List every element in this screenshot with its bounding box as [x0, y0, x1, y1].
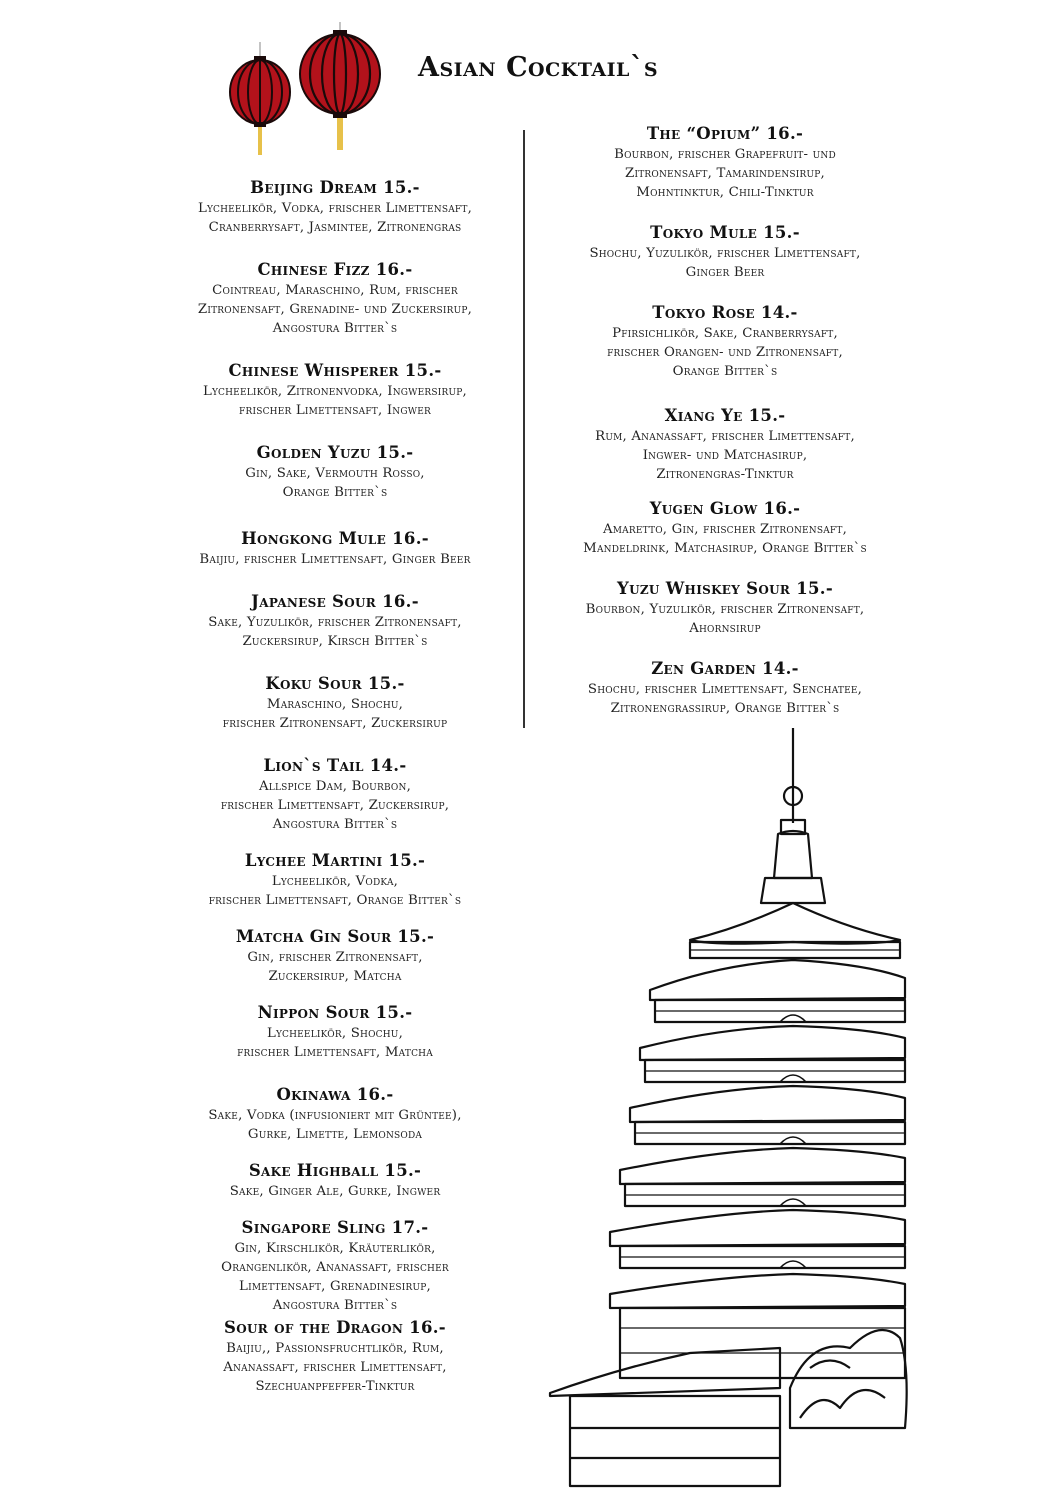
cocktail-ingredients: Cointreau, Maraschino, Rum, frischer Zitronensaft, Grenadine- und Zuckersirup, Angostura Bitter`s: [197, 283, 473, 336]
menu-item: [535, 658, 915, 718]
cocktail-name: The “Opium” 16.-: [646, 124, 804, 143]
menu-item: [535, 222, 915, 282]
cocktail-ingredients: Sake, Ginger Ale, Gurke, Ingwer: [229, 1184, 441, 1199]
cocktail-name: Beijing Dream 15.-: [250, 178, 420, 197]
cocktail-name: Yugen Glow 16.-: [649, 499, 801, 518]
cocktail-name: Nippon Sour 15.-: [257, 1003, 413, 1022]
cocktail-name: Singapore Sling 17.-: [241, 1218, 429, 1237]
cocktail-name: Hongkong Mule 16.-: [241, 529, 429, 548]
cocktail-ingredients: Gin, Kirschlikör, Kräuterlikör, Orangenlikör, Ananassaft, frischer Limettensaft, Grenadinesirup, Angostura Bitter`s: [221, 1241, 449, 1313]
cocktail-ingredients: Shochu, frischer Limettensaft, Senchatee, Zitronengrassirup, Orange Bitter`s: [587, 682, 863, 716]
menu-item: [150, 673, 520, 733]
cocktail-ingredients: Bourbon, Yuzulikör, frischer Zitronensaft, Ahornsirup: [585, 602, 865, 636]
menu-item: [150, 1317, 520, 1396]
cocktail-name: Golden Yuzu 15.-: [256, 443, 414, 462]
cocktail-name: Sake Highball 15.-: [248, 1161, 422, 1180]
column-divider: [523, 130, 525, 728]
cocktail-ingredients: Lycheelikör, Vodka, frischer Limettensaft, Orange Bitter`s: [208, 874, 462, 908]
cocktail-ingredients: Rum, Ananassaft, frischer Limettensaft, Ingwer- und Matchasirup, Zitronengras-Tinktur: [595, 429, 855, 482]
menu-item: [150, 259, 520, 338]
cocktail-name: Chinese Fizz 16.-: [257, 260, 413, 279]
menu-item: [150, 926, 520, 986]
cocktail-name: Matcha Gin Sour 15.-: [235, 927, 435, 946]
cocktail-ingredients: Baijiu, frischer Limettensaft, Ginger Beer: [199, 552, 471, 567]
menu-item: [535, 302, 915, 381]
menu-item: [150, 1217, 520, 1315]
cocktail-ingredients: Maraschino, Shochu, frischer Zitronensaft, Zuckersirup: [222, 697, 448, 731]
cocktail-ingredients: Baijiu,, Passionsfruchtlikör, Rum, Ananassaft, frischer Limettensaft, Szechuanpfeffer-Tinktur: [223, 1341, 447, 1394]
cocktail-ingredients: Allspice Dam, Bourbon, frischer Limettensaft, Zuckersirup, Angostura Bitter`s: [220, 779, 450, 832]
cocktail-name: Lychee Martini 15.-: [244, 851, 426, 870]
menu-item: [150, 755, 520, 834]
cocktail-name: Sour of the Dragon 16.-: [224, 1318, 446, 1337]
menu-item: [535, 498, 915, 558]
cocktail-ingredients: Amaretto, Gin, frischer Zitronensaft, Mandeldrink, Matchasirup, Orange Bitter`s: [583, 522, 867, 556]
cocktail-name: Japanese Sour 16.-: [251, 592, 419, 611]
cocktail-ingredients: Sake, Yuzulikör, frischer Zitronensaft, Zuckersirup, Kirsch Bitter`s: [208, 615, 462, 649]
cocktail-ingredients: Sake, Vodka (infusioniert mit Grüntee), Gurke, Limette, Lemonsoda: [208, 1108, 462, 1142]
cocktail-name: Zen Garden 14.-: [651, 659, 799, 678]
menu-item: [150, 1002, 520, 1062]
cocktail-ingredients: Gin, frischer Zitronensaft, Zuckersirup, Matcha: [247, 950, 423, 984]
cocktail-name: Lion`s Tail 14.-: [263, 756, 407, 775]
menu-item: [150, 1160, 520, 1201]
cocktail-ingredients: Gin, Sake, Vermouth Rosso, Orange Bitter`s: [245, 466, 425, 500]
menu-item: [150, 850, 520, 910]
menu-item: [150, 528, 520, 569]
menu-left-column: [150, 177, 520, 1396]
cocktail-ingredients: Shochu, Yuzulikör, frischer Limettensaft, Ginger Beer: [589, 246, 861, 280]
menu-item: [150, 177, 520, 237]
menu-item: [535, 405, 915, 484]
cocktail-name: Yuzu Whiskey Sour 15.-: [617, 579, 833, 598]
cocktail-name: Xiang Ye 15.-: [664, 406, 786, 425]
pagoda-illustration: [540, 728, 910, 1497]
page-title: Asian Cocktail`s: [418, 52, 659, 83]
cocktail-name: Okinawa 16.-: [276, 1085, 394, 1104]
cocktail-ingredients: Lycheelikör, Zitronenvodka, Ingwersirup, frischer Limettensaft, Ingwer: [203, 384, 467, 418]
cocktail-name: Tokyo Rose 14.-: [652, 303, 798, 322]
menu-right-column: [535, 123, 915, 718]
menu-item: [150, 442, 520, 502]
menu-item: [535, 578, 915, 638]
menu-item: [150, 360, 520, 420]
cocktail-ingredients: Lycheelikör, Vodka, frischer Limettensaft, Cranberrysaft, Jasmintee, Zitronengras: [198, 201, 472, 235]
cocktail-name: Tokyo Mule 15.-: [650, 223, 800, 242]
lanterns-illustration: [222, 22, 392, 162]
cocktail-ingredients: Lycheelikör, Shochu, frischer Limettensaft, Matcha: [237, 1026, 433, 1060]
menu-item: [150, 591, 520, 651]
cocktail-ingredients: Bourbon, frischer Grapefruit- und Zitronensaft, Tamarindensirup, Mohntinktur, Chili-Tinktur: [614, 147, 836, 200]
menu-item: [535, 123, 915, 202]
cocktail-name: Chinese Whisperer 15.-: [228, 361, 442, 380]
menu-item: [150, 1084, 520, 1144]
cocktail-ingredients: Pfirsichlikör, Sake, Cranberrysaft, frischer Orangen- und Zitronensaft, Orange Bitter`s: [607, 326, 843, 379]
cocktail-name: Koku Sour 15.-: [265, 674, 405, 693]
